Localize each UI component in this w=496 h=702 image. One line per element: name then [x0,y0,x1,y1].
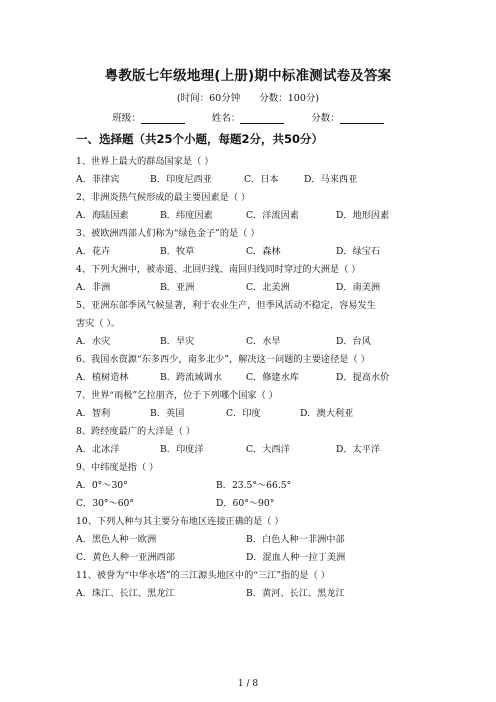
option-a: A．0°～30° [76,480,128,491]
option-a: A．菲律宾 [76,174,120,185]
question-6: 6、我国水资源“东多西少，南多北少”，解决这一问题的主要途径是（ ） [76,354,370,365]
option-b: B．印度尼西亚 [150,174,212,185]
exam-title: 粤教版七年级地理(上册)期中标准测试卷及答案 [104,68,392,84]
question-2-options [76,207,426,225]
name-blank[interactable] [240,113,284,124]
class-field [112,110,185,124]
exam-meta [0,90,496,104]
option-d: D．60°～90° [216,498,275,509]
question-10: 10、下列人种与其主要分布地区连接正确的是（ ） [76,516,284,527]
name-field [212,110,285,124]
option-a: A．植树造林 [76,372,129,383]
option-a: A．珠江、长江、黑龙江 [76,588,175,599]
question-7: 7、世界“雨极”乞拉朋齐，位于下列哪个国家（ ） [76,390,278,401]
option-c: C．大西洋 [246,444,290,455]
option-c: C．森林 [246,246,281,257]
option-c: C．北美洲 [246,282,290,293]
page-number: 1 / 8 [237,679,259,689]
score-field [311,110,384,124]
option-d: D．南美洲 [336,282,381,293]
question-11-options-row1 [76,585,426,603]
option-b: B．亚洲 [160,282,195,293]
option-a: A．花卉 [76,246,111,257]
option-b: B．纬度因素 [160,210,213,221]
question-3: 3、被欧洲西部人们称为“绿色金子”的是（ ） [76,228,260,239]
option-b: B．23.5°～66.5° [216,480,292,491]
question-8: 8、跨经度最广的大洋是（ ） [76,426,196,437]
question-5: 5、亚洲东部季风气候显著，利于农业生产，但季风活动不稳定，容易发生 [76,300,376,311]
option-b: B．旱灾 [160,336,195,347]
class-blank[interactable] [141,113,185,124]
option-c: C．修建水库 [246,372,299,383]
score-label: 分数： [311,113,340,124]
question-10-options-row1 [76,531,426,549]
question-2: 2、非洲炎热气候形成的最主要因素是（ ） [76,192,251,203]
question-3-options [76,243,426,261]
option-c: C．日本 [244,174,279,185]
option-d: D．提高水价 [336,372,390,383]
option-b: B．白色人种一非洲中部 [246,534,345,545]
option-c: C．洋流因素 [246,210,299,221]
option-c: C．水旱 [246,336,281,347]
option-a: A．水灾 [76,336,111,347]
option-b: B．牧草 [160,246,195,257]
option-d: D．马来西亚 [304,174,358,185]
question-4-options [76,279,426,297]
question-5-options [76,333,426,351]
option-c: C．30°～60° [76,498,134,509]
option-d: D．混血人种一拉丁美洲 [246,552,346,563]
question-1-options [76,171,426,189]
option-a: A．黑色人种一欧洲 [76,534,157,545]
option-c: C．黄色人种一亚洲西部 [76,552,175,563]
question-9: 9、中纬度是指（ ） [76,462,159,473]
question-4: 4、下列大洲中，被赤道、北回归线、南回归线同时穿过的大洲是（ ） [76,264,361,275]
name-label: 姓名： [211,113,241,124]
option-d: D．太平洋 [336,444,381,455]
option-b: B．英国 [150,408,185,419]
question-5-continued: 害灾（ ）。 [76,318,121,329]
exam-total-score: 分数：100分) [259,93,320,104]
question-10-options-row2 [76,549,426,567]
option-d: D．澳大利亚 [300,408,354,419]
score-blank[interactable] [340,113,384,124]
question-1: 1、世界上最大的群岛国家是（ ） [76,156,214,167]
question-9-options-row2 [76,495,426,513]
question-7-options [76,405,426,423]
option-d: D．绿宝石 [336,246,381,257]
question-11: 11、被誉为“中华水塔”的三江源头地区中的“三江”指的是（ ） [76,570,330,581]
student-info-row [0,110,496,124]
option-d: D．地形因素 [336,210,390,221]
question-8-options [76,441,426,459]
question-6-options [76,369,426,387]
option-a: A．海陆因素 [76,210,129,221]
option-b: B．跨流域调水 [160,372,222,383]
question-list [76,153,426,603]
exam-time: (时间：60分钟 [176,93,241,104]
option-a: A．北冰洋 [76,444,120,455]
option-a: A．智利 [76,408,111,419]
class-label: 班级： [112,113,141,124]
section-heading: 一、选择题（共25个小题，每题2分，共50分） [76,132,324,146]
option-a: A．非洲 [76,282,111,293]
option-b: B．印度洋 [160,444,204,455]
question-9-options-row1 [76,477,426,495]
option-d: D．台风 [336,336,371,347]
option-c: C．印度 [226,408,261,419]
option-b: B．黄河、长江、黑龙江 [246,588,345,599]
